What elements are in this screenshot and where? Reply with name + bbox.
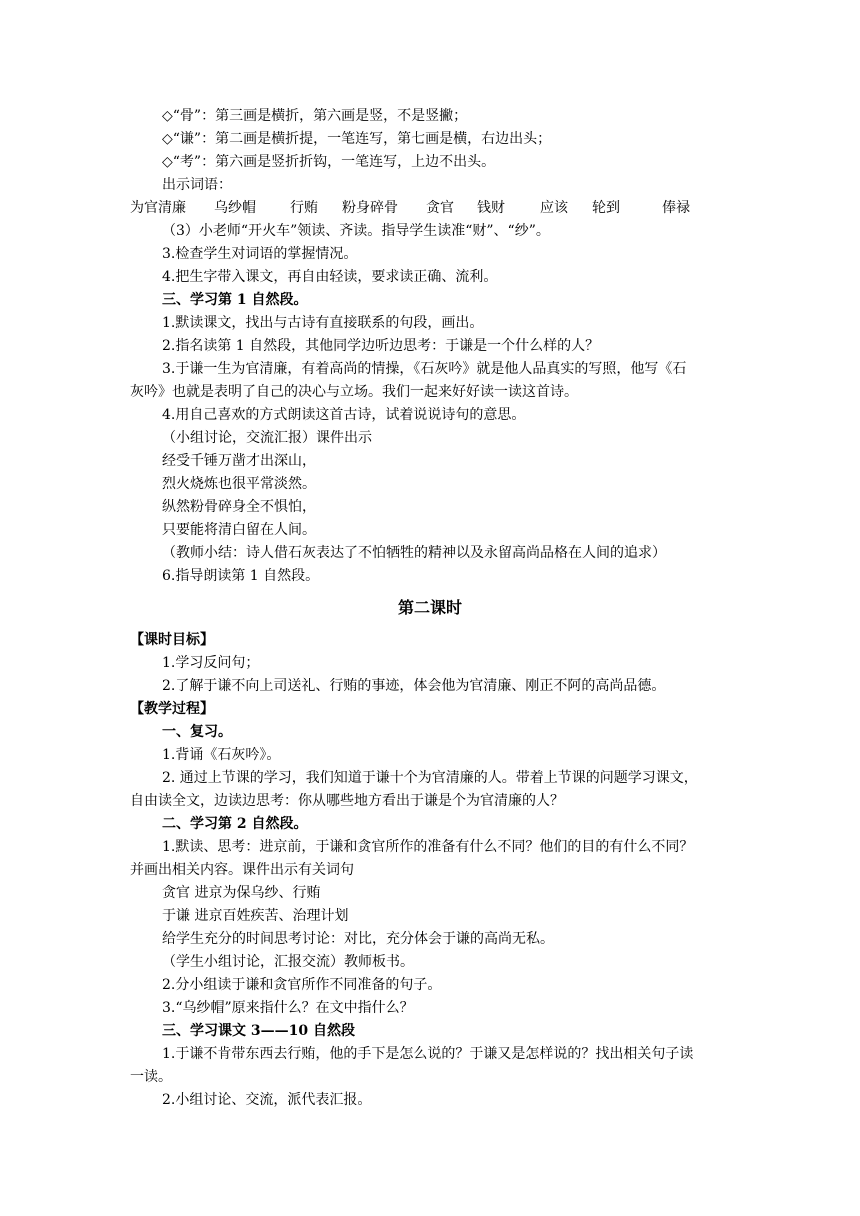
paragraph: 自由读全文，边读边思考：你从哪些地方看出于谦是个为官清廉的人？ [130,793,564,809]
comparison-line: 于谦 进京百姓疾苦、治理计划 [162,908,349,924]
section-heading: 【课时目标】 [130,632,214,648]
section-heading: 一、复习。 [162,724,232,740]
paragraph: 4.用自己喜欢的方式朗读这首古诗，试着说说诗句的意思。 [162,407,526,423]
paragraph: 6.指导朗读第 1 自然段。 [162,568,320,584]
paragraph: （3）小老师“开火车”领读、齐读。指导学生读准“财”、“纱”。 [162,223,550,239]
paragraph: 并画出相关内容。课件出示有关词句 [130,862,354,878]
stroke-note-gu: ◇“骨”：第三画是横折，第六画是竖，不是竖撇； [162,108,468,124]
paragraph: 2.了解于谦不向上司送礼、行贿的事迹，体会他为官清廉、刚正不阿的高尚品德。 [162,678,666,694]
word-item: 应该 [540,200,568,216]
comparison-line: 贪官 进京为保乌纱、行贿 [162,885,321,901]
paragraph: （小组讨论，交流汇报）课件出示 [162,430,372,446]
paragraph: 3.“乌纱帽”原来指什么？在文中指什么？ [162,1000,414,1016]
paragraph: 一读。 [130,1069,172,1085]
paragraph: 灰吟》也就是表明了自己的决心与立场。我们一起来好好读一读这首诗。 [130,384,578,400]
paragraph: 2. 通过上节课的学习，我们知道于谦十个为官清廉的人。带着上节课的问题学习课文， [162,770,698,786]
word-item: 贪官 [426,200,454,216]
teacher-summary: （教师小结：诗人借石灰表达了不怕牺牲的精神以及永留高尚品格在人间的追求） [162,545,666,561]
paragraph: 1.默读课文，找出与古诗有直接联系的句段，画出。 [162,315,484,331]
word-item: 粉身碎骨 [342,200,398,216]
section-heading: 三、学习第 1 自然段。 [162,292,308,308]
poem-line: 烈火烧炼也很平常淡然。 [162,476,316,492]
paragraph: 1.学习反问句； [162,655,260,671]
paragraph: 1.背诵《石灰吟》。 [162,747,281,763]
section-heading: 三、学习课文 3——10 自然段 [162,1023,355,1039]
paragraph: 4.把生字带入课文，再自由轻读，要求读正确、流利。 [162,269,498,285]
paragraph: 1.默读、思考：进京前，于谦和贪官所作的准备有什么不同？他们的目的有什么不同？ [162,839,694,855]
paragraph: 1.于谦不肯带东西去行贿，他的手下是怎么说的？于谦又是怎样说的？找出相关句子读 [162,1046,694,1062]
paragraph: 2.小组讨论、交流，派代表汇报。 [162,1092,372,1108]
lesson-title: 第二课时 [398,598,463,617]
paragraph: 2.指名读第 1 自然段，其他同学边听边思考：于谦是一个什么样的人？ [162,338,600,354]
section-heading: 二、学习第 2 自然段。 [162,816,308,832]
word-item: 轮到 [592,200,620,216]
paragraph: （学生小组讨论，汇报交流）教师板书。 [162,954,414,970]
word-item: 行贿 [290,200,318,216]
word-item: 俸禄 [662,200,690,216]
poem-line: 只要能将清白留在人间。 [162,522,316,538]
poem-line: 纵然粉骨碎身全不惧怕， [162,499,316,515]
show-words-label: 出示词语： [162,177,232,193]
vocabulary-list [0,198,860,218]
word-item: 钱财 [477,200,505,216]
stroke-note-kao: ◇“考”：第六画是竖折折钩，一笔连写，上边不出头。 [162,154,496,170]
paragraph: 3.检查学生对词语的掌握情况。 [162,246,358,262]
paragraph: 2.分小组读于谦和贪官所作不同准备的句子。 [162,977,442,993]
stroke-note-qian: ◇“谦”：第二画是横折提，一笔连写，第七画是横，右边出头； [162,131,552,147]
paragraph: 给学生充分的时间思考讨论：对比，充分体会于谦的高尚无私。 [162,931,554,947]
word-item: 为官清廉 [130,200,186,216]
paragraph: 3.于谦一生为官清廉，有着高尚的情操，《石灰吟》就是他人品真实的写照，他写《石 [162,361,687,377]
word-item: 乌纱帽 [214,200,256,216]
section-heading: 【教学过程】 [130,701,214,717]
poem-line: 经受千锤万凿才出深山， [162,453,316,469]
